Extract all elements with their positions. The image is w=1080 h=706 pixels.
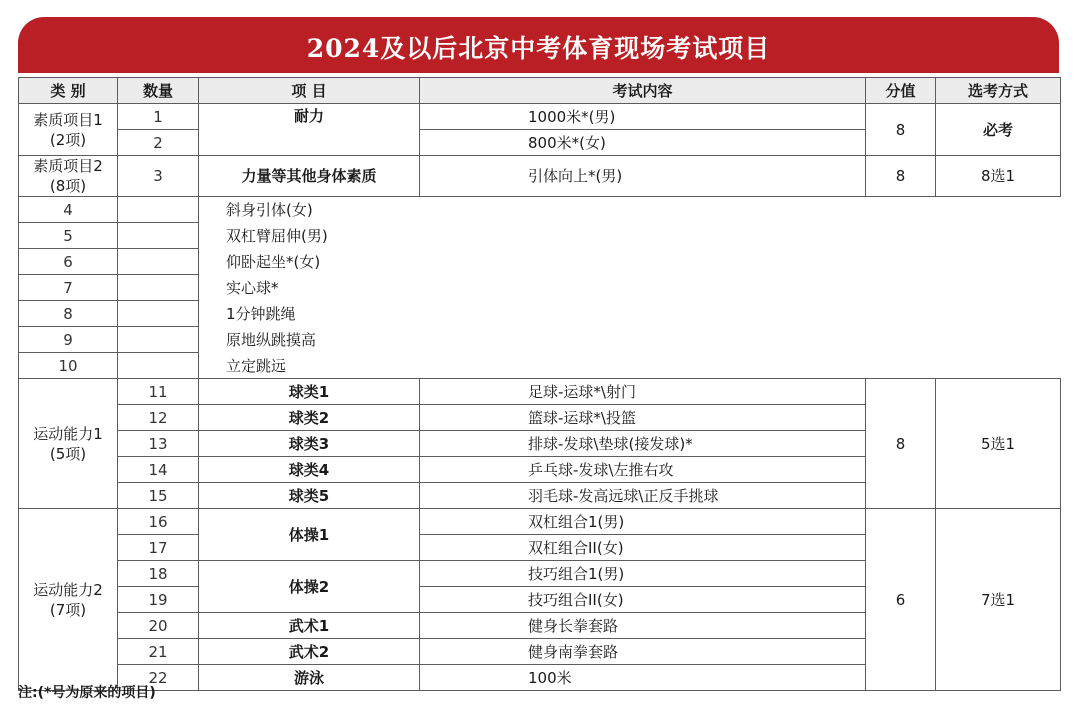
mode-cell: 必考: [936, 104, 1061, 156]
item-cell: 体操1: [199, 509, 420, 561]
item-cell: 武术1: [199, 613, 420, 639]
content-cell: 仰卧起坐*(女): [118, 249, 199, 275]
content-cell: 健身南拳套路: [420, 639, 866, 665]
item-cell: 球类2: [199, 405, 420, 431]
content-cell: 双杠组合1(男): [420, 509, 866, 535]
title-banner: [18, 17, 1059, 73]
content-cell: 1000米*(男): [420, 104, 866, 130]
row-number: 1: [118, 104, 199, 130]
header-category: 类 别: [19, 78, 118, 104]
category-name: 运动能力1: [33, 424, 103, 443]
item-cell: 力量等其他身体素质: [199, 156, 420, 197]
row-number: 6: [19, 249, 118, 275]
category-cell: [19, 379, 118, 509]
category-count: (7项): [49, 600, 87, 619]
content-cell: 引体向上*(男): [420, 156, 866, 197]
table-row: [19, 509, 1061, 535]
row-number: 12: [118, 405, 199, 431]
row-number: 21: [118, 639, 199, 665]
content-cell: 100米: [420, 665, 866, 691]
header-item: 项 目: [199, 78, 420, 104]
row-number: 19: [118, 587, 199, 613]
item-cell: 耐力: [199, 104, 420, 156]
row-number: 18: [118, 561, 199, 587]
category-count: (2项): [49, 130, 87, 149]
header-score: 分值: [866, 78, 936, 104]
category-cell: [19, 509, 118, 691]
category-count: (5项): [49, 444, 87, 463]
category-count: (8项): [49, 177, 87, 195]
row-number: 9: [19, 327, 118, 353]
table-row: [19, 353, 1061, 379]
row-number: 2: [118, 130, 199, 156]
table-row: [19, 156, 1061, 197]
category-name: 素质项目1: [33, 110, 103, 129]
row-number: 3: [118, 156, 199, 197]
table-row: [19, 197, 1061, 223]
item-cell: 游泳: [199, 665, 420, 691]
score-cell: 8: [866, 104, 936, 156]
table-row: [19, 379, 1061, 405]
content-cell: 技巧组合1(男): [420, 561, 866, 587]
content-cell: 健身长拳套路: [420, 613, 866, 639]
category-cell: [19, 104, 118, 156]
row-number: 22: [118, 665, 199, 691]
content-cell: 双杠臂屈伸(男): [118, 223, 199, 249]
table-row: [19, 223, 1061, 249]
score-cell: 8: [866, 156, 936, 197]
score-cell: 6: [866, 509, 936, 691]
table-row: [19, 104, 1061, 130]
category-name: 运动能力2: [33, 580, 103, 599]
footnote: 注:(*号为原来的项目): [18, 685, 156, 701]
content-cell: 实心球*: [118, 275, 199, 301]
page-title: 2024及以后北京中考体育现场考试项目: [306, 34, 771, 63]
category-cell: [19, 156, 118, 197]
content-cell: 排球-发球\垫球(接发球)*: [420, 431, 866, 457]
category-name: 素质项目2: [33, 157, 103, 175]
table-row: [19, 301, 1061, 327]
header-count: 数量: [118, 78, 199, 104]
content-cell: 800米*(女): [420, 130, 866, 156]
content-cell: 乒乓球-发球\左推右攻: [420, 457, 866, 483]
content-cell: 立定跳远: [118, 353, 199, 379]
row-number: 17: [118, 535, 199, 561]
item-cell: 球类3: [199, 431, 420, 457]
row-number: 20: [118, 613, 199, 639]
row-number: 4: [19, 197, 118, 223]
item-cell: 武术2: [199, 639, 420, 665]
row-number: 5: [19, 223, 118, 249]
row-number: 7: [19, 275, 118, 301]
content-cell: 双杠组合II(女): [420, 535, 866, 561]
table-row: [19, 249, 1061, 275]
row-number: 16: [118, 509, 199, 535]
header-mode: 选考方式: [936, 78, 1061, 104]
exam-table: [18, 77, 1061, 691]
row-number: 8: [19, 301, 118, 327]
content-cell: 篮球-运球*\投篮: [420, 405, 866, 431]
content-cell: 技巧组合II(女): [420, 587, 866, 613]
mode-cell: 5选1: [936, 379, 1061, 509]
row-number: 10: [19, 353, 118, 379]
content-cell: 1分钟跳绳: [118, 301, 199, 327]
content-cell: 羽毛球-发高远球\正反手挑球: [420, 483, 866, 509]
item-cell: 球类5: [199, 483, 420, 509]
content-cell: 原地纵跳摸高: [118, 327, 199, 353]
mode-cell: 8选1: [936, 156, 1061, 197]
mode-cell: 7选1: [936, 509, 1061, 691]
row-number: 15: [118, 483, 199, 509]
header-content: 考试内容: [420, 78, 866, 104]
table-header-row: [19, 78, 1061, 104]
item-cell: 球类4: [199, 457, 420, 483]
row-number: 13: [118, 431, 199, 457]
row-number: 11: [118, 379, 199, 405]
item-cell: 球类1: [199, 379, 420, 405]
item-cell: 体操2: [199, 561, 420, 613]
content-cell: 足球-运球*\射门: [420, 379, 866, 405]
row-number: 14: [118, 457, 199, 483]
table-row: [19, 275, 1061, 301]
score-cell: 8: [866, 379, 936, 509]
table-row: [19, 327, 1061, 353]
content-cell: 斜身引体(女): [118, 197, 199, 223]
